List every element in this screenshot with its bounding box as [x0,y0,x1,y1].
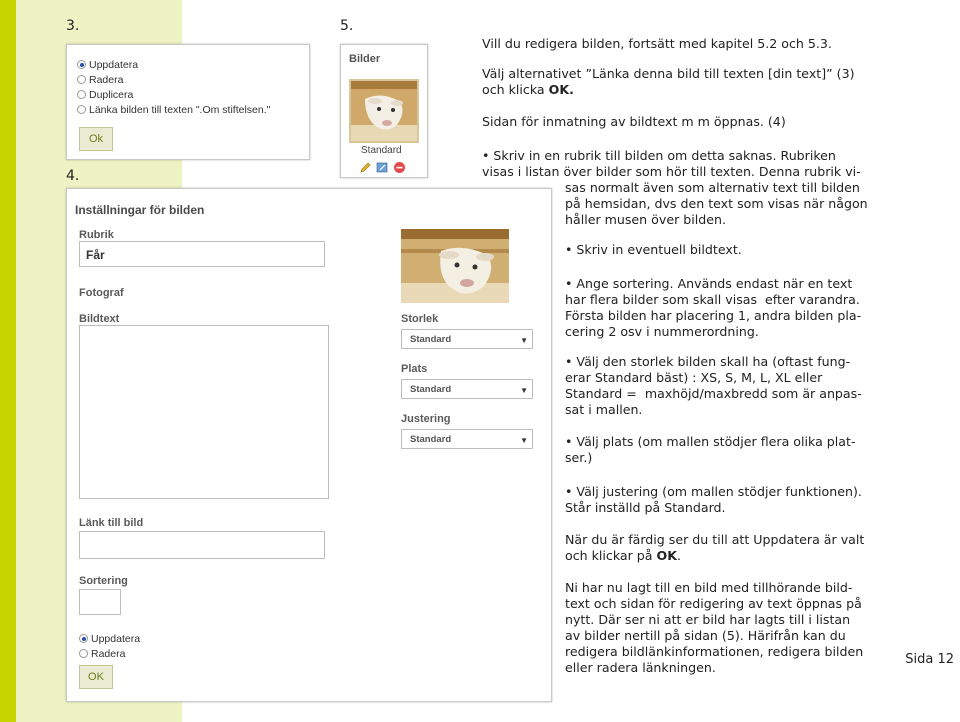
bullet-plats-line1: • Välj plats (om mallen stödjer flera olika plat- [565,434,856,449]
image-label: Standard [361,145,402,156]
bullet-rubrik-line2: visas i listan över bilder som hör till texten. Denna rubrik vi- [482,164,861,179]
justering-value: Standard [410,433,452,445]
green-side-bar [0,0,16,722]
justering-select[interactable] [401,429,533,449]
bilder-title: Bilder [349,53,381,65]
bullet-justering-line1: • Välj justering (om mallen stödjer funktionen). [565,484,862,499]
edit-icon[interactable] [376,159,389,178]
sheep-preview-image [401,229,509,303]
plats-select[interactable] [401,379,533,399]
radio-icon[interactable] [77,90,86,99]
option-uppdatera[interactable] [77,57,270,72]
instruction-p2-line2: och klicka OK. [482,82,574,97]
fotograf-label: Fotograf [79,287,124,299]
plats-value: Standard [410,383,452,395]
instruction-p5-line4: av bilder nertill på sidan (5). Härifrån kan du [565,628,846,643]
rubrik-label: Rubrik [79,229,114,241]
lank-input[interactable] [79,531,325,559]
rubrik-input[interactable]: Får [79,241,325,267]
sheep-thumbnail[interactable] [349,79,419,143]
bullet-rubrik-line3: sas normalt även som alternativ text till bilden [565,180,860,195]
step-number-3: 3. [66,18,80,34]
radio-icon[interactable] [77,105,86,114]
bullet-sortering-line1: • Ange sortering. Används endast när en text [565,276,853,291]
delete-icon[interactable] [393,159,406,178]
bullet-rubrik-line5: håller musen över bilden. [565,212,726,227]
instruction-p5-line2: text och sidan för redigering av text öppnas på [565,596,862,611]
dropdown-arrow-icon: ▼ [520,336,528,345]
bullet-storlek-line1: • Välj den storlek bilden skall ha (oftast fung- [565,354,851,369]
instruction-p5-line6: eller radera länkningen. [565,660,716,675]
dropdown-arrow-icon: ▼ [520,436,528,445]
option-label: Radera [89,73,124,86]
storlek-select[interactable] [401,329,533,349]
step-number-5: 5. [340,18,354,34]
bullet-justering-line2: Står inställd på Standard. [565,500,726,515]
bullet-rubrik-line1: • Skriv in en rubrik till bilden om detta saknas. Rubriken [482,148,836,163]
bullet-storlek-line4: sat i mallen. [565,402,643,417]
bullet-plats-line2: ser.) [565,450,593,465]
pencil-icon[interactable] [359,159,372,178]
bullet-rubrik-line4: på hemsidan, dvs den text som visas när någon [565,196,868,211]
instruction-p2-line1: Välj alternativet ”Länka denna bild till texten [din text]” (3) [482,66,855,81]
option-label: Uppdatera [89,58,139,71]
justering-label: Justering [401,413,451,425]
option-label: Radera [91,647,126,660]
option-uppdatera[interactable] [79,631,140,646]
radio-icon[interactable] [77,75,86,84]
instruction-p5-line1: Ni har nu lagt till en bild med tillhörande bild- [565,580,853,595]
instruction-p4-line2: och klickar på OK. [565,548,681,563]
bildtext-textarea[interactable] [79,325,329,499]
sortering-input[interactable] [79,589,121,615]
instruction-p1: Vill du redigera bilden, fortsätt med kapitel 5.2 och 5.3. [482,36,832,51]
option-radera[interactable] [79,646,140,661]
radio-selected-icon[interactable] [79,634,88,643]
ok-button[interactable]: Ok [79,127,113,151]
bullet-sortering-line4: cering 2 osv i nummerordning. [565,324,759,339]
sheep-image [351,81,417,141]
instruction-p4-line1: När du är färdig ser du till att Uppdatera är valt [565,532,865,547]
option-label: Duplicera [89,88,134,101]
bullet-bildtext: • Skriv in eventuell bildtext. [565,242,742,257]
instruction-p5-line5: redigera bildlänkinformationen, redigera bilden [565,644,864,659]
settings-title: Inställningar för bilden [75,203,205,217]
instruction-p3: Sidan för inmatning av bildtext m m öppnas. (4) [482,114,786,129]
bildtext-label: Bildtext [79,313,120,325]
plats-label: Plats [401,363,428,375]
dropdown-arrow-icon: ▼ [520,386,528,395]
radio-selected-icon[interactable] [77,60,86,69]
screenshot-image-settings [66,188,552,702]
screenshot-bilder [340,44,428,178]
bullet-sortering-line2: har flera bilder som skall visas efter varandra. [565,292,860,307]
bullet-storlek-line2: erar Standard bäst) : XS, S, M, L, XL eller [565,370,823,385]
option-label: Länka bilden till texten ".Om stiftelsen." [89,103,271,116]
screenshot-link-options [66,44,310,160]
bullet-sortering-line3: Första bilden har placering 1, andra bilden pla- [565,308,862,323]
bullet-storlek-line3: Standard = maxhöjd/maxbredd som är anpas- [565,386,862,401]
storlek-label: Storlek [401,313,439,325]
sortering-label: Sortering [79,575,128,587]
step-number-4: 4. [66,168,80,184]
radio-icon[interactable] [79,649,88,658]
page-number: Sida 12 [905,652,954,667]
option-label: Uppdatera [91,632,141,645]
storlek-value: Standard [410,333,452,345]
ok-button[interactable]: OK [79,665,113,689]
lank-label: Länk till bild [79,517,144,529]
instruction-p5-line3: nytt. Där ser ni att er bild har lagts till i listan [565,612,851,627]
option-radera[interactable] [77,72,270,87]
option-lanka[interactable] [77,102,270,117]
option-duplicera[interactable] [77,87,270,102]
